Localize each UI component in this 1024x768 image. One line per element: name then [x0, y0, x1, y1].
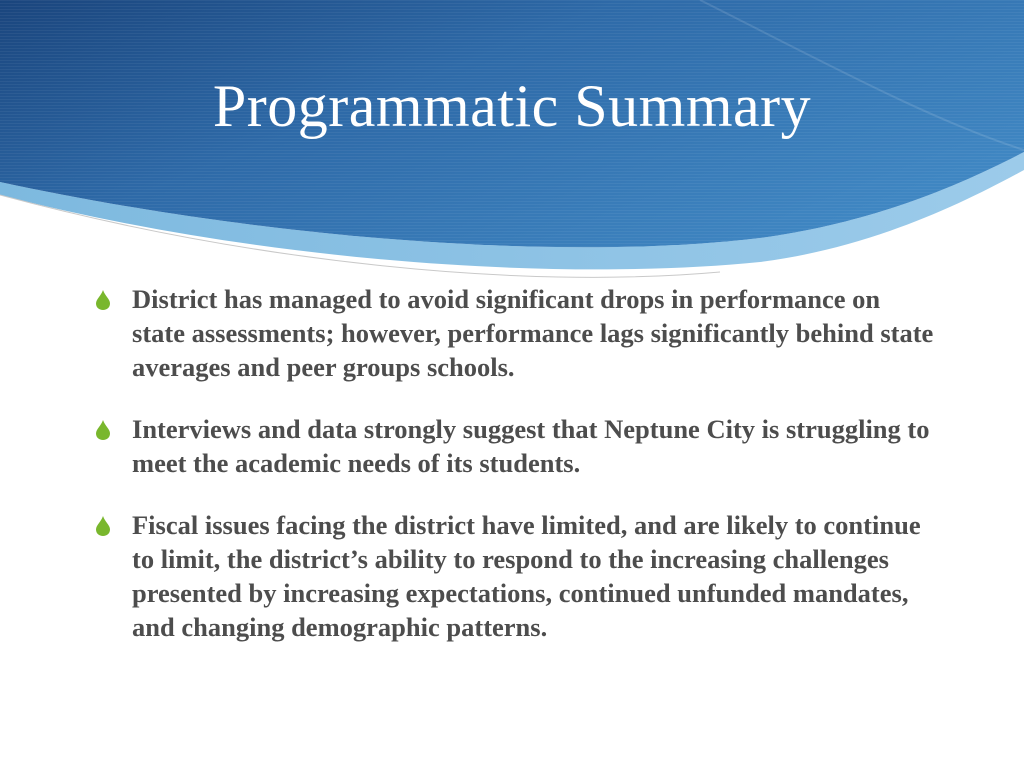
bullet-list — [96, 282, 936, 644]
drop-icon — [96, 516, 110, 536]
bullet-text: District has managed to avoid significant drops in performance on state assessments; however, performance lags significantly behind state averages and peer groups schools. — [132, 284, 934, 382]
bullet-text: Interviews and data strongly suggest that Neptune City is struggling to meet the academic needs of its students. — [132, 414, 930, 478]
bullet-item — [96, 412, 936, 480]
bullet-item — [96, 508, 936, 644]
drop-icon — [96, 290, 110, 310]
drop-icon — [96, 420, 110, 440]
bullet-item — [96, 282, 936, 384]
bullet-text: Fiscal issues facing the district have limited, and are likely to continue to limit, the district’s ability to respond to the increasing challenges presented by increasing expectations, continued unfunded mandates, and changing demographic patterns. — [132, 510, 921, 642]
slide-title: Programmatic Summary — [212, 73, 812, 139]
